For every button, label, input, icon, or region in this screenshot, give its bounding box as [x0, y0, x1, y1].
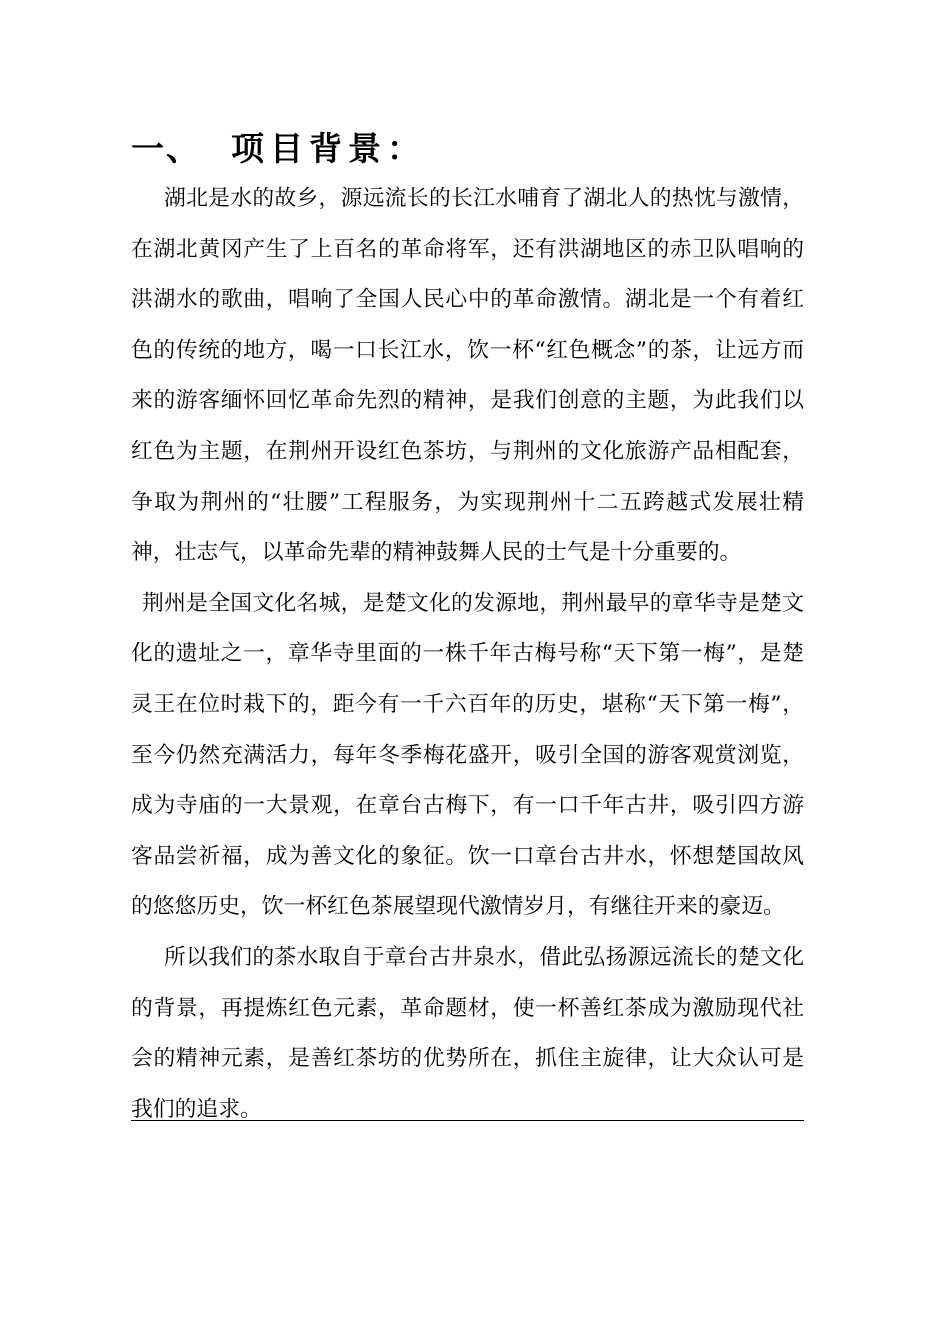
footer-divider — [131, 1120, 804, 1121]
document-page — [131, 118, 804, 1135]
paragraph-hubei: 湖北是水的故乡，源远流长的长江水哺育了湖北人的热忱与激情，在湖北黄冈产生了上百名的革命将军，还有洪湖地区的赤卫队唱响的洪湖水的歌曲，唱响了全国人民心中的革命激情。湖北是一个有着红色的传统的地方，喝一口长江水，饮一杯“红色概念”的茶，让远方而来的游客缅怀回忆革命先烈的精神，是我们创意的主题，为此我们以红色为主题，在荆州开设红色茶坊，与荆州的文化旅游产品相配套，争取为荆州的“壮腰”工程服务，为实现荆州十二五跨越式发展壮精神，壮志气，以革命先辈的精神鼓舞人民的士气是十分重要的。 — [131, 186, 804, 566]
section-heading — [131, 118, 804, 174]
paragraph-jingzhou: 荆州是全国文化名城，是楚文化的发源地，荆州最早的章华寺是楚文化的遗址之一，章华寺里面的一株千年古梅号称“天下第一梅”，是楚灵王在位时栽下的，距今有一千六百年的历史，堪称“天下第一梅”，至今仍然充满活力，每年冬季梅花盛开，吸引全国的游客观赏浏览，成为寺庙的一大景观，在章台古梅下，有一口千年古井，吸引四方游客品尝祈福，成为善文化的象征。饮一口章台古井水，怀想楚国故风的悠悠历史，饮一杯红色茶展望现代激情岁月，有继往开来的豪迈。 — [131, 590, 804, 920]
section-title: 项目背景： — [231, 128, 426, 168]
section-number: 一、 — [131, 128, 201, 168]
paragraph-tea-source: 所以我们的茶水取自于章台古井泉水，借此弘扬源远流长的楚文化的背景，再提炼红色元素，革命题材，使一杯善红茶成为激励现代社会的精神元素，是善红茶坊的优势所在，抓住主旋律，让大众认可是我们的追求。 — [131, 944, 804, 1122]
